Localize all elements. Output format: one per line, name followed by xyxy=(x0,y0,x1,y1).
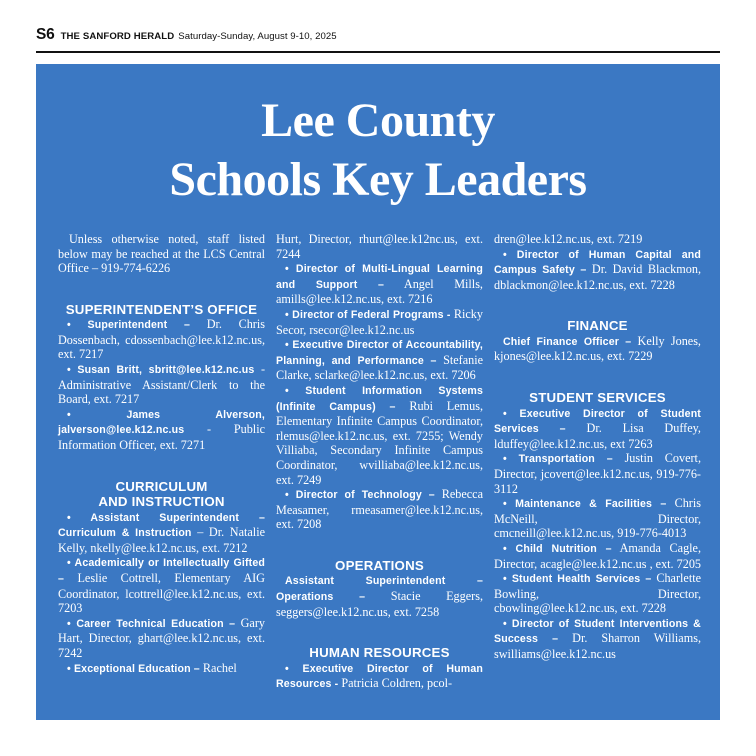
paragraph-text: Unless otherwise noted, staff listed below may be reached at the LCS Central Office – 919-774-6226 xyxy=(58,232,265,276)
staff-entry-details: - Administrative Assistant/Clerk to the Board, ext. 7217 xyxy=(58,362,265,407)
staff-entry xyxy=(58,407,265,453)
staff-entry xyxy=(494,406,701,452)
staff-entry xyxy=(276,337,483,383)
staff-entry-title: • Student Information Systems (Infinite Campus) – xyxy=(276,384,483,413)
staff-entry xyxy=(494,496,701,541)
staff-entry xyxy=(494,571,701,616)
staff-entry-title: • Executive Director of Student Services – xyxy=(494,407,701,436)
section-spacer xyxy=(276,532,483,558)
staff-entry-title: • Child Nutrition – xyxy=(503,542,612,555)
staff-entry-details: Ricky Secor, rsecor@lee.k12.nc.us xyxy=(276,306,483,337)
article-columns xyxy=(58,232,702,702)
staff-entry-details: Leslie Cottrell, Elementary AIG Coordinator, lcottrell@lee.k12.nc.us, ext. 7203 xyxy=(58,571,265,616)
text-column-1 xyxy=(58,232,265,702)
staff-entry-title: • Student Health Services – xyxy=(503,573,652,586)
staff-entry xyxy=(276,383,483,487)
section-heading: STUDENT SERVICES xyxy=(529,390,666,406)
headline-line-2: Schools Key Leaders xyxy=(169,152,587,206)
staff-entry xyxy=(276,487,483,532)
staff-entry-details: Rubi Lemus, Elementary Infinite Campus Coordinator, rlemus@lee.k12.nc.us, ext. 7255; Wendy Villiaba, Secondary Infinite Campus Coordinator, wvilliaba@lee.k12.nc.us, ext. 7249 xyxy=(276,398,483,487)
staff-entry xyxy=(494,247,701,293)
staff-entry-title: • Superintendent – xyxy=(67,319,191,332)
staff-entry-title: • Academically or Intellectually Gifted – xyxy=(58,557,265,585)
staff-entry-details: Patricia Coldren, pcol- xyxy=(338,676,453,691)
section-heading: HUMAN RESOURCES xyxy=(309,645,450,661)
staff-entry-title: • Exceptional Education – xyxy=(67,662,200,675)
staff-entry xyxy=(58,661,265,677)
staff-entry-title: • James Alverson, jalverson@lee.k12.nc.us xyxy=(58,408,265,437)
section-heading: AND INSTRUCTION xyxy=(98,494,225,510)
section-heading: OPERATIONS xyxy=(335,557,424,573)
staff-entry xyxy=(276,573,483,619)
staff-entry-title: • Director of Multi-Lingual Learning and Support – xyxy=(276,263,483,291)
staff-entry-details: Dr. Chris Dossenbach, cdossenbach@lee.k12.nc.us, ext. 7217 xyxy=(58,317,265,362)
staff-entry-title: • Assistant Superintendent – Curriculum & Instruction xyxy=(58,511,265,540)
staff-entry-details: - Public Information Officer, ext. 7271 xyxy=(58,422,265,453)
staff-entry-details: Dr. David Blackmon, dblackmon@lee.k12.nc.us, ext. 7228 xyxy=(494,262,701,292)
masthead-divider xyxy=(36,51,720,53)
masthead xyxy=(36,26,720,46)
staff-entry xyxy=(58,317,265,362)
staff-entry-title: • Executive Director of Accountability, Planning, and Performance – xyxy=(276,339,483,367)
staff-entry-title: • Director of Federal Programs - xyxy=(285,308,451,321)
staff-entry-details: Amanda Cagle, Director, acagle@lee.k12.nc.us , ext. 7205 xyxy=(494,540,702,571)
staff-entry-details: Dr. Sharron Williams, swilliams@lee.k12.nc.us xyxy=(494,631,701,662)
publication-name: THE SANFORD HERALD xyxy=(60,31,175,42)
section-spacer xyxy=(276,619,483,645)
paragraph-text: dren@lee.k12.nc.us, ext. 7219 xyxy=(494,232,643,246)
staff-entry-title: Chief Finance Officer – xyxy=(503,335,632,348)
staff-entry-details: Kelly Jones, kjones@lee.k12.nc.us, ext. 7229 xyxy=(494,333,701,364)
section-heading: SUPERINTENDENT’S OFFICE xyxy=(65,301,258,317)
staff-entry-title: Assistant Superintendent – Operations – xyxy=(276,575,483,603)
staff-entry-title: • Executive Director of Human Resources - xyxy=(276,662,483,691)
continued-paragraph xyxy=(494,232,701,247)
paragraph-text: Hurt, Director, rhurt@lee.k12nc.us, ext. 7244 xyxy=(276,232,483,261)
staff-entry xyxy=(494,451,701,496)
text-column-2 xyxy=(276,232,483,702)
staff-entry xyxy=(58,616,265,661)
issue-date: Saturday-Sunday, August 9-10, 2025 xyxy=(178,31,337,42)
continued-paragraph xyxy=(276,232,483,261)
section-heading: CURRICULUM xyxy=(115,478,208,494)
section-spacer xyxy=(494,364,701,390)
staff-entry-title: • Director of Technology – xyxy=(285,489,435,502)
staff-entry-details: Stacie Eggers, seggers@lee.k12.nc.us, ext. 7258 xyxy=(276,588,484,619)
staff-entry xyxy=(494,334,701,364)
staff-entry xyxy=(494,616,701,662)
staff-entry-title: • Susan Britt, sbritt@lee.k12.nc.us xyxy=(67,364,255,377)
staff-entry-details: – Dr. Natalie Kelly, nkelly@lee.k12.nc.us, ext. 7212 xyxy=(58,525,265,555)
staff-entry-details: Stefanie Clarke, sclarke@lee.k12.nc.us, ext. 7206 xyxy=(276,352,484,383)
page-number: S6 xyxy=(36,26,55,43)
page-title xyxy=(36,92,720,209)
feature-panel xyxy=(36,64,720,720)
staff-entry xyxy=(58,510,265,556)
staff-entry-title: • Transportation – xyxy=(503,453,613,466)
staff-entry-details: Chris McNeill, Director, cmcneill@lee.k12.nc.us, 919-776-4013 xyxy=(494,496,701,541)
section-spacer xyxy=(58,276,265,302)
staff-entry xyxy=(276,261,483,307)
staff-entry-title: • Career Technical Education – xyxy=(67,617,236,630)
section-heading: FINANCE xyxy=(567,318,628,334)
staff-entry-details: Justin Covert, Director, jcovert@lee.k12.nc.us, 919-776-3112 xyxy=(494,451,701,496)
headline-line-1: Lee County xyxy=(261,94,495,147)
staff-entry-title: • Director of Human Capital and Campus Safety – xyxy=(494,248,701,277)
section-spacer xyxy=(58,453,265,479)
staff-entry-details: Dr. Lisa Duffey, lduffey@lee.k12.nc.us, ext 7263 xyxy=(494,421,701,451)
intro-paragraph xyxy=(58,232,265,276)
staff-entry xyxy=(58,555,265,615)
section-spacer xyxy=(494,292,701,318)
text-column-3 xyxy=(494,232,701,702)
staff-entry-details: Charlette Bowling, Director, cbowling@lee.k12.nc.us, ext. 7228 xyxy=(494,571,701,616)
staff-entry xyxy=(58,362,265,407)
staff-entry xyxy=(276,661,483,692)
staff-entry xyxy=(276,307,483,337)
staff-entry-details: Angel Mills, amills@lee.k12.nc.us, ext. 7216 xyxy=(276,276,483,307)
staff-entry-title: • Director of Student Interventions & Success – xyxy=(494,617,701,646)
staff-entry-details: Gary Hart, Director, ghart@lee.k12.nc.us, ext. 7242 xyxy=(58,615,265,660)
staff-entry xyxy=(494,541,701,571)
staff-entry-details: Rebecca Measamer, rmeasamer@lee.k12.nc.us, ext. 7208 xyxy=(276,487,483,532)
staff-entry-details: Rachel xyxy=(199,660,237,675)
staff-entry-title: • Maintenance & Facilities – xyxy=(503,498,667,511)
